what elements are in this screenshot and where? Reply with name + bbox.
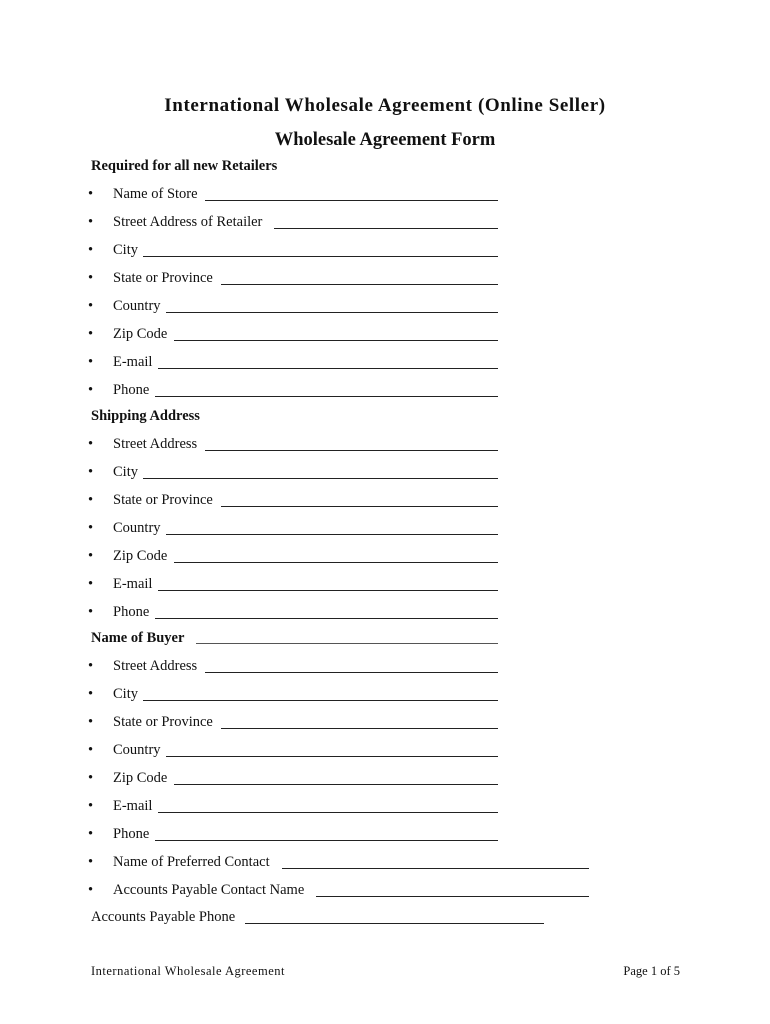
shipping-field-state bbox=[0, 489, 770, 511]
bullet: • bbox=[88, 492, 94, 508]
retailer-field-phone bbox=[0, 379, 770, 401]
retailer-field-store-name bbox=[0, 183, 770, 205]
field-label: State or Province bbox=[113, 492, 213, 508]
field-label: Country bbox=[113, 742, 161, 758]
field-label: Name of Preferred Contact bbox=[113, 854, 270, 870]
footer-page-number: Page 1 of 5 bbox=[623, 964, 680, 978]
bullet: • bbox=[88, 214, 94, 230]
buyer-field-country bbox=[0, 739, 770, 761]
field-label: Accounts Payable Contact Name bbox=[113, 882, 305, 898]
field-label: Country bbox=[113, 298, 161, 314]
field-label: E-mail bbox=[113, 798, 153, 814]
shipping-email-input-line[interactable] bbox=[158, 590, 498, 591]
buyer-name-input-line[interactable] bbox=[196, 643, 498, 644]
field-label: Phone bbox=[113, 604, 150, 620]
buyer-email-input-line[interactable] bbox=[158, 812, 498, 813]
bullet: • bbox=[88, 298, 94, 314]
retailer-field-zip bbox=[0, 323, 770, 345]
retailer-field-city bbox=[0, 239, 770, 261]
retailer-state-input-line[interactable] bbox=[221, 284, 498, 285]
field-label: State or Province bbox=[113, 714, 213, 730]
shipping-field-phone bbox=[0, 601, 770, 623]
bullet: • bbox=[88, 242, 94, 258]
retailer-field-street-address bbox=[0, 211, 770, 233]
buyer-field-ap-contact-name bbox=[0, 879, 770, 901]
buyer-state-input-line[interactable] bbox=[221, 728, 498, 729]
buyer-country-input-line[interactable] bbox=[166, 756, 498, 757]
field-label: Zip Code bbox=[113, 548, 168, 564]
field-label: City bbox=[113, 464, 138, 480]
field-label: E-mail bbox=[113, 576, 153, 592]
shipping-phone-input-line[interactable] bbox=[155, 618, 498, 619]
bullet: • bbox=[88, 604, 94, 620]
field-label: City bbox=[113, 242, 138, 258]
buyer-city-input-line[interactable] bbox=[143, 700, 498, 701]
field-label: State or Province bbox=[113, 270, 213, 286]
retailer-city-input-line[interactable] bbox=[143, 256, 498, 257]
retailer-section-heading: Required for all new Retailers bbox=[91, 158, 278, 174]
buyer-field-city bbox=[0, 683, 770, 705]
bullet: • bbox=[88, 658, 94, 674]
bullet: • bbox=[88, 186, 94, 202]
bullet: • bbox=[88, 326, 94, 342]
field-label: Phone bbox=[113, 826, 150, 842]
retailer-street-address-input-line[interactable] bbox=[274, 228, 498, 229]
bullet: • bbox=[88, 854, 94, 870]
bullet: • bbox=[88, 464, 94, 480]
retailer-field-email bbox=[0, 351, 770, 373]
field-label: Accounts Payable Phone bbox=[91, 909, 236, 925]
retailer-phone-input-line[interactable] bbox=[155, 396, 498, 397]
bullet: • bbox=[88, 826, 94, 842]
shipping-country-input-line[interactable] bbox=[166, 534, 498, 535]
shipping-field-country bbox=[0, 517, 770, 539]
store-name-input-line[interactable] bbox=[205, 200, 498, 201]
bullet: • bbox=[88, 548, 94, 564]
field-label: E-mail bbox=[113, 354, 153, 370]
buyer-zip-input-line[interactable] bbox=[174, 784, 498, 785]
bullet: • bbox=[88, 882, 94, 898]
buyer-phone-input-line[interactable] bbox=[155, 840, 498, 841]
shipping-street-address-input-line[interactable] bbox=[205, 450, 498, 451]
buyer-field-street-address bbox=[0, 655, 770, 677]
field-label: Phone bbox=[113, 382, 150, 398]
bullet: • bbox=[88, 742, 94, 758]
shipping-city-input-line[interactable] bbox=[143, 478, 498, 479]
retailer-field-country bbox=[0, 295, 770, 317]
bullet: • bbox=[88, 270, 94, 286]
field-label: Street Address bbox=[113, 658, 198, 674]
field-label: Street Address bbox=[113, 436, 198, 452]
shipping-state-input-line[interactable] bbox=[221, 506, 498, 507]
shipping-field-email bbox=[0, 573, 770, 595]
field-label: Zip Code bbox=[113, 770, 168, 786]
buyer-section-heading: Name of Buyer bbox=[91, 630, 185, 646]
bullet: • bbox=[88, 714, 94, 730]
retailer-email-input-line[interactable] bbox=[158, 368, 498, 369]
accounts-payable-phone-field bbox=[0, 906, 770, 928]
bullet: • bbox=[88, 354, 94, 370]
buyer-field-state bbox=[0, 711, 770, 733]
bullet: • bbox=[88, 436, 94, 452]
buyer-street-address-input-line[interactable] bbox=[205, 672, 498, 673]
footer-document-name: International Wholesale Agreement bbox=[91, 964, 285, 978]
bullet: • bbox=[88, 686, 94, 702]
buyer-field-phone bbox=[0, 823, 770, 845]
buyer-field-zip bbox=[0, 767, 770, 789]
shipping-section-heading: Shipping Address bbox=[91, 408, 200, 424]
shipping-zip-input-line[interactable] bbox=[174, 562, 498, 563]
bullet: • bbox=[88, 382, 94, 398]
shipping-field-city bbox=[0, 461, 770, 483]
buyer-field-email bbox=[0, 795, 770, 817]
bullet: • bbox=[88, 576, 94, 592]
field-label: City bbox=[113, 686, 138, 702]
field-label: Zip Code bbox=[113, 326, 168, 342]
field-label: Name of Store bbox=[113, 186, 198, 202]
buyer-field-preferred-contact bbox=[0, 851, 770, 873]
document-title: International Wholesale Agreement (Online Seller) bbox=[164, 95, 606, 116]
retailer-field-state bbox=[0, 267, 770, 289]
retailer-zip-input-line[interactable] bbox=[174, 340, 498, 341]
preferred-contact-input-line[interactable] bbox=[282, 868, 589, 869]
field-label: Country bbox=[113, 520, 161, 536]
ap-contact-name-input-line[interactable] bbox=[316, 896, 589, 897]
field-label: Street Address of Retailer bbox=[113, 214, 263, 230]
bullet: • bbox=[88, 520, 94, 536]
shipping-field-street-address bbox=[0, 433, 770, 455]
document-subtitle: Wholesale Agreement Form bbox=[274, 130, 496, 150]
retailer-country-input-line[interactable] bbox=[166, 312, 498, 313]
ap-phone-input-line[interactable] bbox=[245, 923, 544, 924]
shipping-field-zip bbox=[0, 545, 770, 567]
bullet: • bbox=[88, 798, 94, 814]
bullet: • bbox=[88, 770, 94, 786]
